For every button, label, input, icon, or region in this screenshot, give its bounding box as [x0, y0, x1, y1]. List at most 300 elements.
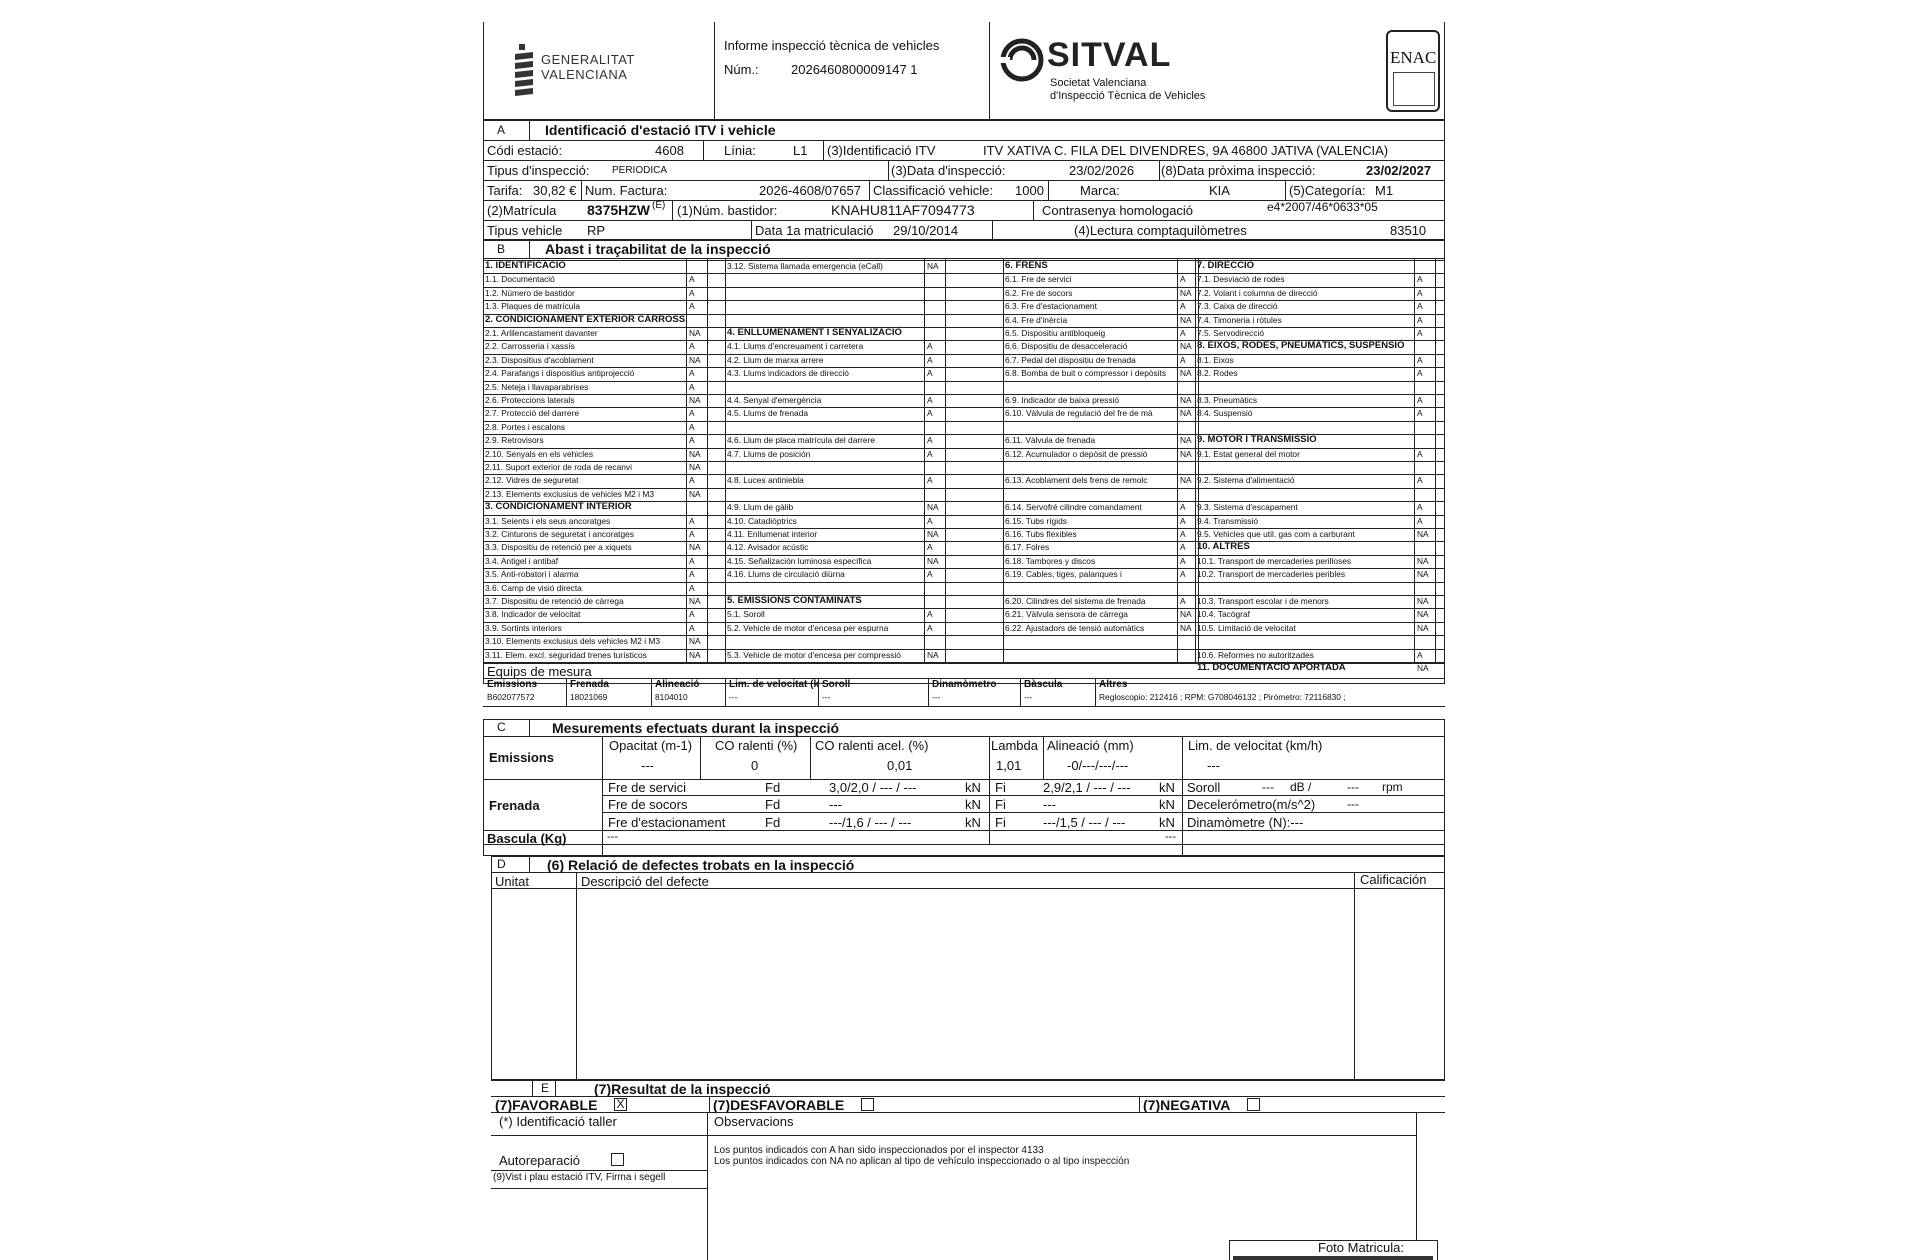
section-e-title: (7)Resultat de la inspecció: [594, 1081, 771, 1097]
checklist-item-result: NA: [1180, 408, 1192, 419]
ident-itv-value: ITV XATIVA C. FILA DEL DIVENDRES, 9A 46800 JATIVA (VALENCIA): [983, 143, 1389, 158]
fd-unit: kN: [965, 797, 981, 812]
equip-label: Alineació: [655, 679, 700, 690]
checklist-item-label: 4.8. Luces antiniebla: [727, 475, 804, 486]
checklist-item-result: A: [1417, 301, 1423, 312]
checklist-item-result: NA: [1417, 569, 1429, 580]
checklist-item-label: 3.2. Cinturons de seguretat i ancoratges: [485, 529, 634, 539]
checklist-item-result: NA: [1180, 448, 1192, 459]
checklist-item-result: A: [689, 475, 695, 486]
checklist-item-result: A: [927, 542, 933, 553]
checklist-item-label: 6.7. Pedal del dispositiu de frenada: [1005, 354, 1136, 365]
inspection-report-page: [477, 22, 1451, 1260]
checklist-item-result: A: [689, 515, 695, 526]
checklist-item-result: A: [927, 408, 933, 419]
checklist-item-result: NA: [1180, 395, 1192, 405]
data-prox-label: (8)Data pròxima inspecció:: [1161, 163, 1316, 178]
checklist-item-label: 4.16. Llums de circulació diürna: [727, 569, 845, 580]
checklist-section-header: 11. DOCUMENTACIÓ APORTADA: [1197, 662, 1346, 673]
checklist-item-label: 6.2. Fre de socors: [1005, 287, 1073, 298]
checklist-item-result: A: [927, 609, 933, 620]
emissions-label: Emissions: [489, 750, 555, 765]
brake-name: Fre de servici: [608, 780, 687, 795]
fi-unit: kN: [1159, 797, 1175, 812]
equip-label: Emissions: [487, 679, 538, 690]
linia-value: L1: [793, 143, 808, 158]
checklist-item-result: A: [1180, 515, 1186, 526]
favorable-label: (7)FAVORABLE: [495, 1097, 598, 1113]
marca-value: KIA: [1209, 183, 1230, 198]
checklist-item-result: A: [1417, 515, 1423, 526]
checklist-item-label: 3.6. Camp de visió directa: [485, 582, 582, 593]
checklist-item-label: 6.22. Ajustadors de tensió automàtics: [1005, 622, 1145, 633]
ident-itv-label: (3)Identificació ITV: [827, 143, 936, 158]
checklist-item-result: NA: [689, 488, 701, 499]
checklist-item-result: NA: [689, 636, 701, 647]
bascula-label: Bascula (Kg): [487, 831, 567, 846]
checklist-item-label: 9.3. Sistema d'escapament: [1197, 502, 1298, 513]
checklist-item-result: A: [927, 448, 933, 459]
equips-title: Equips de mesura: [487, 664, 592, 679]
checklist-item-result: A: [1180, 529, 1186, 539]
checklist-item-result: A: [1180, 502, 1186, 513]
dinamo-label: Dinamòmetre (N):---: [1187, 815, 1304, 830]
alineacio-label: Alineació (mm): [1047, 738, 1134, 753]
fd-unit: kN: [965, 815, 981, 830]
tipus-insp-value: PERIODICA: [612, 165, 668, 176]
soroll-rpm-unit: rpm: [1382, 780, 1403, 794]
col-unitat: Unitat: [495, 874, 529, 889]
marca-label: Marca:: [1080, 183, 1120, 198]
frenada-label: Frenada: [489, 798, 540, 813]
checklist-item-result: A: [927, 515, 933, 526]
visti-label: (9)Vist i plau estació ITV, Firma i segell: [493, 1172, 666, 1183]
checklist-item-label: 7.3. Caixa de direcció: [1197, 301, 1278, 312]
co-ralenti-label: CO ralenti (%): [715, 738, 798, 753]
matricula-value: 8375HZW: [587, 202, 651, 218]
checklist-item-label: 3.10. Elements exclusius dels vehicles M2 i M3: [485, 636, 661, 647]
checklist-item-result: A: [1417, 328, 1423, 338]
section-b-title: Abast i traçabilitat de la inspecció: [545, 241, 771, 257]
checklist-item-result: NA: [689, 542, 701, 553]
checklist-item-label: 4.4. Senyal d'emergència: [727, 395, 822, 405]
checklist-item-result: A: [927, 341, 933, 352]
favorable-checkbox[interactable]: X: [614, 1098, 627, 1111]
checklist-item-result: A: [1417, 502, 1423, 513]
checklist-item-result: A: [1417, 368, 1423, 379]
checklist-item-result: A: [1417, 395, 1423, 405]
checklist-item-result: A: [689, 609, 695, 620]
checklist-section-header: 7. DIRECCIÓ: [1197, 260, 1255, 271]
equip-value: ---: [1024, 692, 1033, 702]
checklist-item-result: NA: [1180, 622, 1192, 633]
section-b-letter: B: [497, 242, 506, 256]
fd-value: 3,0/2,0 / --- / ---: [829, 780, 917, 795]
negativa-label: (7)NEGATIVA: [1143, 1097, 1231, 1113]
checklist-item-label: 3.12. Sistema llamada emergencia (eCall): [727, 261, 883, 271]
checklist-item-result: A: [689, 435, 695, 446]
checklist-section-header: 10. ALTRES: [1197, 541, 1250, 553]
bastidor-label: (1)Núm. bastidor:: [677, 203, 778, 218]
equip-value: Regloscopio: 212416 ; RPM: G708046132 ; Pirómetro: 72116830 ;: [1099, 692, 1346, 702]
checklist-section-header: 5. EMISSIONS CONTAMINATS: [727, 595, 862, 606]
checklist-item-label: 5.2. Vehicle de motor d'encesa per espurna: [727, 622, 889, 633]
fd-unit: kN: [965, 780, 981, 795]
checklist-item-result: A: [689, 301, 695, 312]
checklist-item-label: 6.1. Fre de servici: [1005, 274, 1072, 285]
checklist-item-result: A: [1417, 448, 1423, 459]
checklist-item-label: 4.6. Llum de placa matrícula del darrere: [727, 435, 876, 446]
classif-value: 1000: [1015, 183, 1044, 198]
fi-value: ---/1,5 / --- / ---: [1043, 815, 1126, 830]
categoria-value: M1: [1375, 183, 1394, 198]
equip-value: ---: [729, 692, 738, 702]
equip-label: Lim. de velocitat (k: [729, 679, 820, 690]
checklist-item-label: 2.1. Arlilencastament davanter: [485, 328, 598, 338]
desfavorable-label: (7)DESFAVORABLE: [713, 1097, 845, 1113]
checklist-item-result: A: [1180, 354, 1186, 365]
checklist-item-label: 9.5. Vehicles que util. gas com a carburant: [1197, 529, 1355, 539]
checklist-item-label: 6.19. Cables, tiges, palanques i: [1005, 569, 1122, 580]
bastidor-value: KNAHU811AF7094773: [831, 202, 975, 218]
contrasenya-value: e4*2007/46*0633*05: [1267, 200, 1378, 214]
decel-label: Decelerómetro(m/s^2): [1187, 797, 1316, 812]
equip-value: B602077572: [487, 692, 535, 702]
checklist-item-label: 1.1. Documentació: [485, 274, 555, 285]
checklist-item-label: 2.4. Parafangs i dispositius antiprojecció: [485, 368, 635, 379]
categoria-label: (5)Categoría:: [1289, 183, 1366, 198]
fd-value: ---: [829, 797, 842, 812]
checklist-section-header: 9. MOTOR I TRANSMISSIÓ: [1197, 434, 1317, 446]
checklist-item-label: 3.5. Anti-robatori i alarma: [485, 569, 579, 580]
checklist-item-result: A: [927, 354, 933, 365]
checklist-item-label: 3.9. Sortints interiors: [485, 622, 562, 633]
checklist-item-result: NA: [927, 529, 939, 539]
sitval-sub1: Societat Valenciana: [1050, 77, 1147, 89]
checklist-item-label: 2.7. Protecció del darrere: [485, 408, 580, 419]
checklist-item-result: A: [1180, 301, 1186, 312]
tarifa-label: Tarifa:: [487, 183, 523, 198]
checklist-item-result: A: [927, 435, 933, 446]
fd-label: Fd: [765, 780, 781, 795]
observacions-label: Observacions: [714, 1114, 794, 1129]
checklist-item-result: A: [1180, 569, 1186, 580]
checklist-item-label: 1.3. Plaques de matrícula: [485, 301, 580, 312]
checklist-item-label: 6.4. Fre d'inèrcia: [1005, 314, 1068, 325]
checklist-item-result: A: [1180, 555, 1186, 566]
checklist-item-result: A: [689, 341, 695, 352]
checklist-item-result: NA: [689, 649, 701, 660]
checklist-item-result: A: [689, 408, 695, 419]
checklist-item-label: 7.1. Desviació de rodes: [1197, 274, 1285, 285]
fi-value: 2,9/2,1 / --- / ---: [1043, 780, 1131, 795]
checklist-item-result: A: [689, 555, 695, 566]
tipus-vehicle-value: RP: [587, 223, 606, 238]
foto-matricula-label: Foto Matricula:: [1318, 1240, 1404, 1255]
checklist-item-result: NA: [927, 555, 939, 566]
checklist-section-header: 4. ENLLUMENAMENT I SENYALIZACIÓ: [727, 327, 902, 338]
checklist-item-label: 3.11. Elem. excl. seguridad trenes turísticos: [485, 649, 647, 660]
co-acel-label: CO ralenti acel. (%): [815, 738, 929, 753]
checklist-item-label: 6.21. Vàlvula sensora de càrrega: [1005, 609, 1128, 620]
enac-logo-icon: ENAC: [1386, 30, 1440, 112]
checklist-item-result: A: [1180, 542, 1186, 553]
checklist-item-result: NA: [927, 502, 939, 513]
checklist-item-label: 2.11. Suport exterior de roda de recanvi: [485, 462, 632, 472]
checklist-item-result: NA: [1417, 555, 1429, 566]
section-d-letter: D: [497, 857, 506, 871]
plate-photo: [1233, 1256, 1433, 1260]
checklist-item-result: A: [1417, 475, 1423, 486]
checklist-item-label: 4.12. Avisador acústic: [727, 542, 809, 553]
tarifa-value: 30,82 €: [533, 183, 577, 198]
col-desc: Descripció del defecte: [581, 874, 709, 889]
checklist-item-label: 2.6. Proteccions laterals: [485, 395, 575, 405]
checklist-item-label: 5.1. Soroll: [727, 609, 765, 620]
checklist-item-label: 7.4. Timoneria i ròtules: [1197, 314, 1282, 325]
checklist-item-label: 9.4. Transmissió: [1197, 515, 1258, 526]
checklist-item-result: NA: [1180, 341, 1192, 352]
equip-value: ---: [822, 692, 831, 702]
co-ralenti-value: 0: [751, 758, 759, 773]
checklist-item-label: 6.11. Vàlvula de frenada: [1005, 435, 1096, 446]
checklist-item-result: NA: [1417, 609, 1429, 620]
lectura-label: (4)Lectura comptaquilòmetres: [1074, 223, 1247, 238]
checklist-item-result: NA: [1180, 287, 1192, 298]
checklist-item-label: 3.7. Dispositiu de retenció de càrrega: [485, 596, 624, 606]
report-title: Informe inspecció tècnica de vehicles: [724, 38, 940, 53]
checklist-item-label: 4.9. Llum de gàlib: [727, 502, 794, 513]
lim-vel-value: ---: [1207, 758, 1220, 773]
checklist-item-label: 7.5. Servodirecció: [1197, 328, 1265, 338]
classif-label: Classificació vehicle:: [873, 183, 993, 198]
checklist-item-label: 6.15. Tubs rígids: [1005, 515, 1067, 526]
soroll-db-unit: dB /: [1290, 780, 1312, 794]
checklist-item-result: NA: [1180, 475, 1192, 486]
checklist-item-result: A: [689, 381, 695, 392]
checklist-item-label: 6.18. Tambores y discos: [1005, 555, 1096, 566]
brake-name: Fre d'estacionament: [608, 815, 726, 830]
soroll-label: Soroll: [1187, 780, 1221, 795]
checklist-item-label: 10.2. Transport de mercaderies peribles: [1197, 569, 1346, 580]
tipus-vehicle-label: Tipus vehicle: [487, 223, 563, 238]
autoreparacio-label: Autoreparació: [499, 1153, 580, 1168]
checklist-item-label: 4.3. Llums indicadors de direcció: [727, 368, 849, 379]
checklist-item-label: 2.8. Portes i escalons: [485, 421, 566, 432]
sitval-logo-icon: [1000, 38, 1044, 82]
checklist-item-result: NA: [689, 462, 701, 472]
checklist-item-result: NA: [1417, 596, 1429, 606]
checklist-item-result: A: [689, 287, 695, 298]
checklist-item-result: NA: [1417, 663, 1429, 673]
section-d-frame: [491, 856, 1445, 1080]
checklist-section-header: 2. CONDICIONAMENT EXTERIOR CARROSS.: [485, 313, 688, 325]
checklist-item-label: 6.14. Servofré cilindre comandament: [1005, 502, 1142, 513]
checklist-item-label: 6.20. Cilindres del sistema de frenada: [1005, 596, 1146, 606]
checklist-item-label: 2.9. Retrovisors: [485, 435, 544, 446]
checklist-item-result: NA: [1417, 529, 1429, 539]
checklist-section-header: 3. CONDICIONAMENT INTERIOR: [485, 501, 632, 513]
checklist-item-label: 2.13. Elements exclusius de vehicles M2 i M3: [485, 488, 654, 499]
checklist-item-result: A: [1180, 596, 1186, 606]
checklist-item-label: 8.1. Eixos: [1197, 354, 1234, 365]
equip-label: Frenada: [570, 679, 609, 690]
checklist-item-label: 6.17. Folres: [1005, 542, 1050, 553]
checklist-item-label: 3.8. Indicador de velocitat: [485, 609, 581, 620]
codi-estacio-label: Códi estació:: [487, 143, 563, 158]
checklist-item-label: 4.10. Catadiòptrics: [727, 515, 797, 526]
checklist-item-label: 4.11. Enllumenat interior: [727, 529, 818, 539]
checklist-item-label: 10.1. Transport de mercaderies perilloses: [1197, 555, 1352, 566]
checklist-item-result: NA: [927, 261, 939, 271]
soroll-db: ---: [1262, 780, 1274, 794]
checklist-item-label: 3.4. Antigel i antibaf: [485, 555, 559, 566]
data-prox-value: 23/02/2027: [1366, 163, 1432, 178]
data-matric-value: 29/10/2014: [893, 223, 959, 238]
section-d-title: (6) Relació de defectes trobats en la inspecció: [547, 857, 855, 873]
fi-unit: kN: [1159, 780, 1175, 795]
lambda-value: 1,01: [996, 758, 1022, 773]
checklist-item-label: 6.9. Indicador de baixa pressió: [1005, 395, 1120, 405]
checklist-item-result: A: [1180, 274, 1186, 285]
checklist-item-label: 6.6. Dispositiu de desacceleració: [1005, 341, 1128, 352]
negativa-checkbox[interactable]: [1247, 1098, 1260, 1111]
data-insp-value: 23/02/2026: [1069, 163, 1135, 178]
equip-label: Dinamòmetro: [932, 679, 997, 690]
linia-label: Línia:: [724, 143, 756, 158]
fi-label: Fi: [995, 815, 1006, 830]
lambda-label: Lambda: [991, 738, 1038, 753]
col-calif: Calificación: [1360, 872, 1427, 887]
checklist-item-label: 4.15. Señalización luminosa específica: [727, 555, 872, 566]
checklist-item-result: NA: [1180, 368, 1192, 379]
checklist-item-result: A: [927, 569, 933, 580]
opacitat-value: ---: [641, 758, 654, 773]
checklist-item-result: A: [1417, 649, 1423, 660]
checklist-item-result: A: [689, 274, 695, 285]
contrasenya-label: Contrasenya homologació: [1042, 203, 1194, 218]
checklist-item-result: A: [1417, 314, 1423, 325]
checklist-item-label: 6.5. Dispositiu antibloqueig: [1005, 328, 1106, 338]
obs-line-1: Los puntos indicados con A han sido inspeccionados por el inspector 4133: [714, 1145, 1044, 1156]
checklist-item-label: 2.2. Carrosseria i xassís: [485, 341, 575, 352]
checklist-item-label: 5.3. Vehicle de motor d'encesa per compressió: [727, 649, 901, 660]
section-c-title: Mesurements efectuats durant la inspecció: [552, 720, 840, 736]
opacitat-label: Opacitat (m-1): [609, 738, 693, 753]
checklist-item-label: 6.12. Acumulador o depòsit de pressió: [1005, 448, 1148, 459]
checklist-item-label: 1.2. Número de bastidor: [485, 287, 575, 298]
fi-label: Fi: [995, 780, 1006, 795]
checklist-item-label: 9.2. Sistema d'alimentació: [1197, 475, 1295, 486]
checklist-item-label: 8.3. Pneumàtics: [1197, 395, 1258, 405]
checklist-item-result: A: [927, 475, 933, 486]
section-a-title: Identificació d'estació ITV i vehicle: [545, 122, 776, 138]
checklist-item-result: A: [689, 529, 695, 539]
checklist-item-result: A: [689, 622, 695, 633]
checklist-section-header: 1. IDENTIFICACIÓ: [485, 260, 566, 271]
autoreparacio-checkbox[interactable]: [611, 1153, 624, 1166]
bascula-value: ---: [607, 831, 618, 843]
checklist-section-header: 6. FRENS: [1005, 260, 1048, 271]
checklist-item-result: NA: [1180, 314, 1192, 325]
checklist-item-result: NA: [1180, 609, 1192, 620]
checklist-item-result: NA: [1180, 435, 1192, 446]
checklist-item-label: 10.6. Reformes no autoritzades: [1197, 649, 1314, 660]
checklist-item-result: A: [927, 395, 933, 405]
tipus-insp-label: Tipus d'inspecció:: [487, 163, 590, 178]
section-a-letter: A: [497, 123, 506, 137]
data-matric-label: Data 1a matriculació: [755, 223, 874, 238]
report-num-value: 2026460800009147 1: [791, 62, 918, 77]
checklist-item-label: 10.3. Transport escolar i de menors: [1197, 596, 1329, 606]
fi-label: Fi: [995, 797, 1006, 812]
equip-value: ---: [932, 692, 941, 702]
gv-line1: GENERALITAT: [541, 52, 635, 67]
equip-label: Soroll: [822, 679, 851, 690]
gv-line2: VALENCIANA: [541, 67, 628, 82]
checklist-item-result: NA: [689, 395, 701, 405]
checklist-item-result: A: [689, 368, 695, 379]
checklist-item-result: NA: [1417, 622, 1429, 633]
factura-value: 2026-4608/07657: [759, 183, 861, 198]
fd-label: Fd: [765, 797, 781, 812]
checklist-item-result: NA: [689, 328, 701, 338]
checklist-item-label: 6.10. Vàlvula de regulació del fre de mà: [1005, 408, 1153, 419]
section-c-letter: C: [497, 720, 506, 734]
brake-name: Fre de socors: [608, 797, 688, 812]
checklist-item-label: 10.5. Limitació de velocitat: [1197, 622, 1296, 633]
bascula-value-2: ---: [1165, 831, 1176, 843]
checklist-item-result: NA: [689, 448, 701, 459]
equip-label: Bàscula: [1024, 679, 1063, 690]
fi-value: ---: [1043, 797, 1056, 812]
fi-unit: kN: [1159, 815, 1175, 830]
checklist-item-result: A: [1180, 328, 1186, 338]
checklist-item-label: 2.12. Vidres de seguretat: [485, 475, 579, 486]
soroll-rpm: ---: [1347, 780, 1359, 794]
factura-label: Num. Factura:: [585, 183, 668, 198]
equip-label: Altres: [1099, 679, 1128, 690]
checklist-item-label: 3.3. Dispositiu de retenció per a xiquets: [485, 542, 632, 553]
checklist-item-label: 6.8. Bomba de buit o compressor i depòsits: [1005, 368, 1167, 379]
checklist-item-result: A: [1417, 354, 1423, 365]
checklist-item-label: 9.1. Estat general del motor: [1197, 448, 1300, 459]
checklist-item-label: 8.2. Rodes: [1197, 368, 1238, 379]
checklist-item-label: 2.10. Senyals en els vehicles: [485, 448, 594, 459]
matricula-label: (2)Matrícula: [487, 203, 557, 218]
checklist-item-label: 4.1. Llums d'encreuament i carretera: [727, 341, 864, 352]
checklist-item-label: 4.7. Llums de posición: [727, 448, 811, 459]
checklist-item-label: 4.2. Llum de marxa arrere: [727, 354, 824, 365]
checklist-item-result: A: [1417, 274, 1423, 285]
matricula-sup: (E): [652, 200, 666, 211]
checklist-item-label: 6.16. Tubs flexibles: [1005, 529, 1077, 539]
checklist-item-label: 2.5. Neteja i llavaparabrises: [485, 381, 589, 392]
sitval-sub2: d'Inspecció Tècnica de Vehicles: [1050, 90, 1206, 102]
desfavorable-checkbox[interactable]: [861, 1098, 874, 1111]
alineacio-value: -0/---/---/---: [1067, 758, 1129, 773]
checklist-item-label: 8.4. Suspensió: [1197, 408, 1253, 419]
checklist-section-header: 8. EIXOS, RODES, PNEUMÀTICS, SUSPENSIÓ: [1197, 340, 1405, 352]
checklist-item-result: NA: [927, 649, 939, 660]
lim-vel-label: Lim. de velocitat (km/h): [1188, 738, 1323, 753]
report-num-label: Núm.:: [724, 62, 759, 77]
checklist-item-result: A: [689, 421, 695, 432]
lectura-value: 83510: [1390, 223, 1427, 238]
fd-label: Fd: [765, 815, 781, 830]
checklist-item-label: 6.13. Acoblament dels frens de remolc: [1005, 475, 1148, 486]
checklist-item-result: A: [1417, 287, 1423, 298]
